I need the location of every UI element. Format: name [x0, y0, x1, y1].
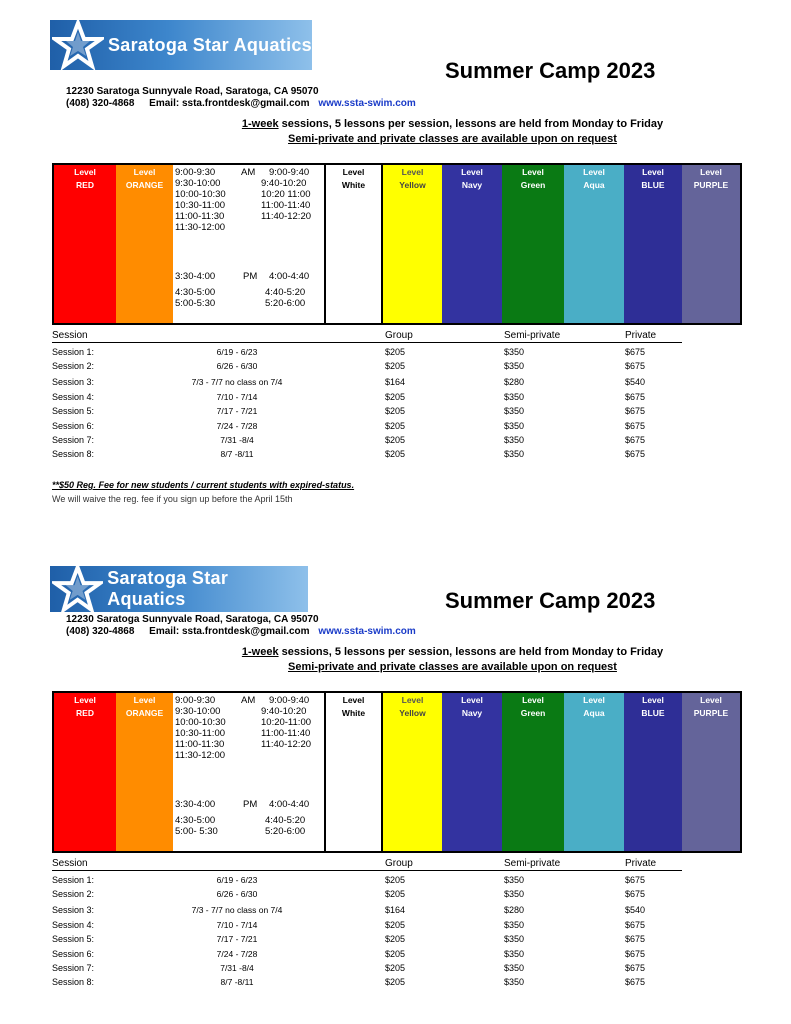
- session-row: [52, 947, 752, 961]
- level-white-column: [326, 165, 383, 323]
- session-name: Session 4:: [52, 391, 95, 402]
- session-group: $205: [385, 406, 406, 417]
- info-line-2: Semi-private and private classes are available upon on request: [288, 661, 617, 673]
- level-label: Level: [74, 695, 96, 705]
- session-row: [52, 903, 752, 917]
- session-row: [52, 975, 752, 989]
- session-dates: 7/24 - 7/28: [216, 948, 258, 959]
- session-semi: $350: [504, 391, 525, 402]
- star-logo-icon: [52, 564, 103, 614]
- session-name: Session 2:: [52, 889, 95, 900]
- header-private: Private: [625, 330, 657, 341]
- session-name: Session 5:: [52, 934, 95, 945]
- am-slot-right: 11:00-11:40: [261, 728, 311, 739]
- session-dates: 7/17 - 7/21: [216, 406, 258, 417]
- am-slot-left: 9:30-10:00: [175, 178, 221, 189]
- am-slot-left: 10:30-11:00: [175, 728, 226, 739]
- session-row: [52, 375, 752, 389]
- session-group: $205: [385, 934, 406, 945]
- level-blue-column: [624, 165, 682, 323]
- brand-name: Saratoga Star Aquatics: [108, 34, 312, 55]
- level-label: Level: [642, 167, 664, 177]
- page-title: Summer Camp 2023: [445, 58, 656, 83]
- session-dates: 6/19 - 6/23: [216, 347, 258, 357]
- level-red-column: [54, 693, 116, 851]
- session-semi: $350: [504, 919, 525, 930]
- level-name: ORANGE: [125, 180, 164, 190]
- level-label: Level: [342, 167, 365, 177]
- session-group: $205: [385, 434, 406, 445]
- session-semi: $350: [504, 977, 525, 988]
- session-name: Session 5:: [52, 406, 95, 417]
- phone: (408) 320-4868: [66, 626, 135, 637]
- level-yellow-column: [383, 693, 442, 851]
- level-grid: [52, 691, 742, 853]
- level-orange-column: [116, 693, 173, 851]
- info-line-1: [200, 646, 705, 658]
- flyer-bottom: [0, 528, 791, 1024]
- level-label: Level: [401, 167, 424, 177]
- reg-fee-note: **$50 Reg. Fee for new students / current students with expired-status.: [52, 480, 355, 490]
- level-name: Aqua: [583, 180, 605, 190]
- session-row: [52, 887, 752, 903]
- level-navy-column: [442, 165, 502, 323]
- session-dates: 7/17 - 7/21: [216, 934, 258, 945]
- session-row: [52, 873, 752, 887]
- pm-slot-right: 4:40-5:20: [265, 287, 306, 298]
- level-orange-column: [116, 165, 173, 323]
- pm-label: PM: [243, 271, 258, 282]
- phone: (408) 320-4868: [66, 98, 135, 109]
- level-name: Green: [520, 708, 546, 718]
- level-name: Navy: [461, 708, 483, 718]
- pm-slot-left: 3:30-4:00: [175, 271, 216, 282]
- level-name: RED: [76, 708, 94, 718]
- session-row: [52, 404, 752, 418]
- session-name: Session 6:: [52, 420, 95, 431]
- level-label: Level: [700, 695, 722, 705]
- level-name: PURPLE: [693, 180, 729, 190]
- session-dates: 7/10 - 7/14: [216, 919, 258, 930]
- brand-logo: [50, 20, 312, 70]
- session-semi: $350: [504, 420, 525, 431]
- level-label: Level: [583, 167, 605, 177]
- am-slot-left: 11:00-11:30: [175, 211, 225, 222]
- session-group: $205: [385, 948, 406, 959]
- session-private: $675: [625, 434, 646, 445]
- flyer-top: [0, 0, 791, 510]
- pm-slot-right: 5:20-6:00: [265, 298, 306, 309]
- session-group: $205: [385, 977, 406, 988]
- pm-slot-right: 4:00-4:40: [269, 799, 310, 810]
- session-dates: 7/24 - 7/28: [216, 420, 258, 431]
- level-label: Level: [522, 167, 544, 177]
- am-slot-right: 9:40-10:20: [261, 706, 307, 717]
- level-name: BLUE: [641, 180, 665, 190]
- header-semi: Semi-private: [504, 330, 561, 341]
- am-slot-right: 9:00-9:40: [269, 695, 310, 706]
- session-dates: 7/3 - 7/7 no class on 7/4: [191, 377, 283, 388]
- session-name: Session 7:: [52, 434, 95, 445]
- am-label: AM: [241, 167, 256, 178]
- am-slot-right: 10:20 11:00: [261, 189, 311, 200]
- level-label: Level: [133, 167, 156, 177]
- level-name: RED: [76, 180, 94, 190]
- address-line: 12230 Saratoga Sunnyvale Road, Saratoga, CA 95070: [66, 614, 319, 625]
- info-line-2: Semi-private and private classes are available upon on request: [288, 133, 617, 145]
- level-green-column: [502, 165, 564, 323]
- session-private: $675: [625, 391, 646, 402]
- session-row: [52, 932, 752, 946]
- session-dates: 6/19 - 6/23: [216, 875, 258, 885]
- session-name: Session 8:: [52, 449, 95, 460]
- level-label: Level: [461, 167, 483, 177]
- session-dates: 8/7 -8/11: [220, 977, 254, 988]
- session-semi: $280: [504, 377, 525, 388]
- waive-note: We will waive the reg. fee if you sign up before the April 15th: [52, 494, 293, 504]
- level-green-column: [502, 693, 564, 851]
- level-name: White: [341, 180, 366, 190]
- address-block: [66, 614, 416, 638]
- level-purple-column: [682, 165, 740, 323]
- am-label: AM: [241, 695, 256, 706]
- pm-slot-right: 5:20-6:00: [265, 826, 306, 837]
- session-name: Session 1:: [52, 875, 95, 885]
- level-name: Navy: [461, 180, 483, 190]
- session-table: [52, 330, 752, 462]
- header-semi: Semi-private: [504, 858, 561, 869]
- session-private: $540: [625, 905, 646, 916]
- email: Email: ssta.frontdesk@gmail.com: [149, 98, 310, 109]
- brand-logo: [50, 566, 308, 612]
- session-private: $675: [625, 361, 646, 372]
- level-yellow-column: [383, 165, 442, 323]
- pm-label: PM: [243, 799, 258, 810]
- session-group: $205: [385, 361, 406, 372]
- session-row: [52, 961, 752, 975]
- info-line-1: [200, 118, 705, 130]
- time-schedule: [173, 165, 326, 323]
- website-link[interactable]: www.ssta-swim.com: [318, 98, 416, 109]
- am-slot-left: 10:00-10:30: [175, 717, 226, 728]
- level-name: BLUE: [641, 708, 665, 718]
- time-schedule: [173, 693, 326, 851]
- header-group: Group: [385, 330, 413, 341]
- level-label: Level: [583, 695, 605, 705]
- session-semi: $350: [504, 889, 525, 900]
- session-semi: $350: [504, 434, 525, 445]
- session-private: $675: [625, 347, 646, 357]
- session-row: [52, 390, 752, 404]
- session-row: [52, 433, 752, 447]
- session-group: $205: [385, 919, 406, 930]
- level-blue-column: [624, 693, 682, 851]
- header-session: Session: [52, 858, 88, 869]
- session-private: $675: [625, 919, 646, 930]
- pm-slot-right: 4:00-4:40: [269, 271, 310, 282]
- session-semi: $350: [504, 934, 525, 945]
- session-name: Session 3:: [52, 905, 95, 916]
- level-name: PURPLE: [693, 708, 729, 718]
- notes: [52, 480, 354, 504]
- address-line: 12230 Saratoga Sunnyvale Road, Saratoga, CA 95070: [66, 86, 319, 97]
- level-name: White: [341, 708, 366, 718]
- week-label: 1-week: [241, 118, 279, 130]
- level-grid: [52, 163, 742, 325]
- session-private: $675: [625, 449, 646, 460]
- session-dates: 7/31 -8/4: [220, 962, 254, 973]
- am-slot-left: 10:30-11:00: [175, 200, 226, 211]
- session-group: $205: [385, 875, 406, 885]
- session-group: $205: [385, 962, 406, 973]
- level-label: Level: [133, 695, 156, 705]
- am-slot-left: 11:30-12:00: [175, 750, 226, 761]
- level-aqua-column: [564, 693, 624, 851]
- level-red-column: [54, 165, 116, 323]
- session-group: $164: [385, 377, 406, 388]
- session-semi: $350: [504, 347, 525, 357]
- session-private: $675: [625, 420, 646, 431]
- session-name: Session 6:: [52, 948, 95, 959]
- session-dates: 8/7 -8/11: [220, 449, 254, 460]
- session-dates: 7/3 - 7/7 no class on 7/4: [191, 905, 283, 916]
- session-semi: $350: [504, 406, 525, 417]
- session-table: [52, 858, 752, 990]
- session-dates: 6/26 - 6/30: [216, 889, 258, 900]
- session-dates: 7/10 - 7/14: [216, 391, 258, 402]
- pm-slot-left: 4:30-5:00: [175, 815, 216, 826]
- am-slot-right: 9:00-9:40: [269, 167, 310, 178]
- pm-slot-right: 4:40-5:20: [265, 815, 306, 826]
- session-name: Session 2:: [52, 361, 95, 372]
- pm-slot-left: 5:00- 5:30: [175, 826, 218, 837]
- session-private: $675: [625, 875, 646, 885]
- level-label: Level: [700, 167, 722, 177]
- session-private: $675: [625, 948, 646, 959]
- level-name: Yellow: [399, 708, 426, 718]
- session-private: $675: [625, 889, 646, 900]
- am-slot-right: 11:40-12:20: [261, 211, 312, 222]
- session-semi: $350: [504, 948, 525, 959]
- session-group: $205: [385, 347, 406, 357]
- pm-slot-left: 4:30-5:00: [175, 287, 216, 298]
- session-name: Session 7:: [52, 962, 95, 973]
- level-label: Level: [642, 695, 664, 705]
- am-slot-right: 11:40-12:20: [261, 739, 312, 750]
- am-slot-right: 9:40-10:20: [261, 178, 307, 189]
- address-block: [66, 86, 416, 110]
- level-navy-column: [442, 693, 502, 851]
- pm-slot-left: 5:00-5:30: [175, 298, 216, 309]
- am-slot-right: 10:20-11:00: [261, 717, 312, 728]
- session-semi: $350: [504, 875, 525, 885]
- level-name: Green: [520, 180, 546, 190]
- am-slot-left: 9:00-9:30: [175, 167, 216, 178]
- am-slot-left: 10:00-10:30: [175, 189, 226, 200]
- session-semi: $280: [504, 905, 525, 916]
- brand-name: Saratoga Star Aquatics: [107, 568, 229, 609]
- session-name: Session 3:: [52, 377, 95, 388]
- am-slot-left: 11:30-12:00: [175, 222, 226, 233]
- header-private: Private: [625, 858, 657, 869]
- session-group: $164: [385, 905, 406, 916]
- session-semi: $350: [504, 449, 525, 460]
- session-semi: $350: [504, 962, 525, 973]
- session-name: Session 1:: [52, 347, 95, 357]
- session-row: [52, 419, 752, 433]
- session-group: $205: [385, 889, 406, 900]
- session-name: Session 4:: [52, 919, 95, 930]
- session-table-header: [52, 858, 682, 871]
- session-dates: 7/31 -8/4: [220, 434, 254, 445]
- header-group: Group: [385, 858, 413, 869]
- header-session: Session: [52, 330, 88, 341]
- session-row: [52, 918, 752, 932]
- session-row: [52, 345, 752, 359]
- am-slot-right: 11:00-11:40: [261, 200, 311, 211]
- session-private: $675: [625, 934, 646, 945]
- level-white-column: [326, 693, 383, 851]
- level-label: Level: [522, 695, 544, 705]
- info-line-1-text: sessions, 5 lessons per session, lessons are held from Monday to Friday: [278, 118, 664, 130]
- session-private: $675: [625, 406, 646, 417]
- level-label: Level: [342, 695, 365, 705]
- level-label: Level: [401, 695, 424, 705]
- level-label: Level: [74, 167, 96, 177]
- level-purple-column: [682, 693, 740, 851]
- session-group: $205: [385, 420, 406, 431]
- am-slot-left: 9:30-10:00: [175, 706, 221, 717]
- session-name: Session 8:: [52, 977, 95, 988]
- week-label: 1-week: [241, 646, 279, 658]
- level-aqua-column: [564, 165, 624, 323]
- session-group: $205: [385, 449, 406, 460]
- session-row: [52, 447, 752, 461]
- session-private: $675: [625, 962, 646, 973]
- level-name: ORANGE: [125, 708, 164, 718]
- session-dates: 6/26 - 6/30: [216, 361, 258, 372]
- info-line-1-text: sessions, 5 lessons per session, lessons are held from Monday to Friday: [278, 646, 664, 658]
- session-private: $675: [625, 977, 646, 988]
- am-slot-left: 11:00-11:30: [175, 739, 225, 750]
- page-title: Summer Camp 2023: [445, 588, 656, 613]
- session-row: [52, 359, 752, 375]
- session-table-header: [52, 330, 682, 343]
- star-logo-icon: [52, 20, 104, 70]
- website-link[interactable]: www.ssta-swim.com: [318, 626, 416, 637]
- level-name: Yellow: [399, 180, 426, 190]
- email: Email: ssta.frontdesk@gmail.com: [149, 626, 310, 637]
- level-name: Aqua: [583, 708, 605, 718]
- am-slot-left: 9:00-9:30: [175, 695, 216, 706]
- session-private: $540: [625, 377, 646, 388]
- level-label: Level: [461, 695, 483, 705]
- session-semi: $350: [504, 361, 525, 372]
- session-group: $205: [385, 391, 406, 402]
- pm-slot-left: 3:30-4:00: [175, 799, 216, 810]
